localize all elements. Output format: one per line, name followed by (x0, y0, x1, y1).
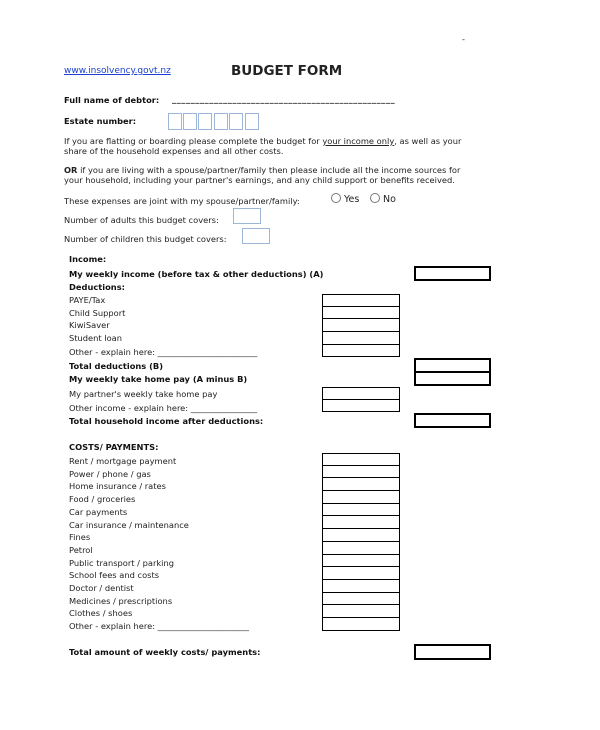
income-heading: Income: (69, 254, 107, 264)
deduction-input[interactable] (322, 332, 400, 345)
cost-label: Petrol (69, 544, 93, 555)
adults-label: Number of adults this budget covers: (64, 215, 219, 225)
deduction-input[interactable] (322, 345, 400, 358)
total-household-label: Total household income after deductions: (69, 416, 264, 426)
debtor-name-field[interactable]: ________________________________________________ (172, 94, 396, 104)
weekly-income-box[interactable] (414, 266, 491, 281)
cost-label: Fines (69, 532, 91, 543)
adults-input[interactable] (233, 208, 261, 224)
estate-digit-box[interactable] (214, 113, 228, 130)
estate-digit-box[interactable] (168, 113, 182, 130)
deduction-label: KiwiSaver (69, 320, 110, 330)
deduction-label: Child Support (69, 308, 126, 318)
cost-input[interactable] (322, 618, 400, 631)
children-input[interactable] (242, 228, 270, 244)
total-deductions-label: Total deductions (B) (69, 361, 164, 371)
deduction-label: Student loan (69, 333, 123, 343)
cost-label: Clothes / shoes (69, 608, 133, 619)
deduction-input[interactable] (322, 319, 400, 332)
cost-label: School fees and costs (69, 570, 160, 581)
total-costs-box[interactable] (414, 644, 491, 660)
radio-no[interactable]: No (370, 193, 396, 205)
radio-icon (370, 193, 380, 203)
cost-input[interactable] (322, 567, 400, 580)
cost-input[interactable] (322, 529, 400, 542)
intro-paragraph-2-cont: your household, including your partner's earnings, and any child support or benefits received. (64, 175, 455, 185)
page-title: BUDGET FORM (231, 63, 343, 79)
estate-digit-box[interactable] (229, 113, 243, 130)
total-costs-label: Total amount of weekly costs/ payments: (69, 647, 261, 657)
estate-digit-box[interactable] (245, 113, 259, 130)
cost-label: Home insurance / rates (69, 481, 166, 492)
cost-input[interactable] (322, 605, 400, 618)
deductions-column (322, 294, 400, 357)
cost-label: Other - explain here: ______________________ (69, 621, 249, 632)
other-income-label: Other income - explain here: ________________ (69, 403, 258, 413)
costs-list (69, 455, 249, 633)
estate-digit-box[interactable] (183, 113, 197, 130)
total-household-box[interactable] (414, 413, 491, 428)
take-home-label: My weekly take home pay (A minus B) (69, 374, 248, 384)
costs-column (322, 453, 400, 631)
insolvency-link[interactable]: www.insolvency.govt.nz (64, 66, 171, 76)
cost-input[interactable] (322, 516, 400, 529)
cost-label: Rent / mortgage payment (69, 456, 177, 466)
page-mark: - (462, 34, 465, 44)
cost-input[interactable] (322, 580, 400, 593)
partner-pay-input[interactable] (322, 387, 400, 400)
cost-input[interactable] (322, 593, 400, 606)
other-income-input[interactable] (322, 400, 400, 413)
deduction-label: Other - explain here: ________________________ (69, 347, 258, 357)
children-label: Number of children this budget covers: (64, 234, 227, 244)
cost-label: Food / groceries (69, 494, 136, 505)
debtor-name-label: Full name of debtor: (64, 95, 160, 105)
cost-label: Doctor / dentist (69, 583, 134, 594)
intro-paragraph-1: If you are flatting or boarding please complete the budget for your income only, as well as your (64, 136, 462, 146)
estate-digit-box[interactable] (198, 113, 212, 130)
cost-label: Car payments (69, 506, 128, 517)
cost-label: Public transport / parking (69, 557, 174, 568)
deductions-heading: Deductions: (69, 282, 125, 292)
cost-input[interactable] (322, 491, 400, 504)
joint-expenses-label: These expenses are joint with my spouse/partner/family: (64, 196, 300, 206)
estate-number-label: Estate number: (64, 116, 137, 126)
partner-pay-label: My partner's weekly take home pay (69, 389, 218, 399)
deduction-input[interactable] (322, 294, 400, 307)
cost-input[interactable] (322, 542, 400, 555)
cost-input[interactable] (322, 453, 400, 466)
cost-input[interactable] (322, 478, 400, 491)
intro-paragraph-2: OR if you are living with a spouse/partner/family then please include all the income sources for (64, 165, 461, 175)
cost-input[interactable] (322, 466, 400, 479)
costs-heading: COSTS/ PAYMENTS: (69, 442, 159, 452)
deduction-input[interactable] (322, 307, 400, 320)
radio-icon (331, 193, 341, 203)
deduction-label: PAYE/Tax (69, 295, 106, 305)
cost-input[interactable] (322, 504, 400, 517)
cost-label: Car insurance / maintenance (69, 519, 189, 530)
other-income-column (322, 387, 400, 412)
cost-label: Power / phone / gas (69, 468, 151, 479)
weekly-income-label: My weekly income (before tax & other deductions) (A) (69, 269, 324, 279)
intro-paragraph-1-cont: share of the household expenses and all other costs. (64, 146, 284, 156)
cost-label: Medicines / prescriptions (69, 595, 173, 606)
radio-yes[interactable]: Yes (331, 193, 359, 205)
cost-input[interactable] (322, 555, 400, 568)
take-home-box[interactable] (414, 371, 491, 386)
